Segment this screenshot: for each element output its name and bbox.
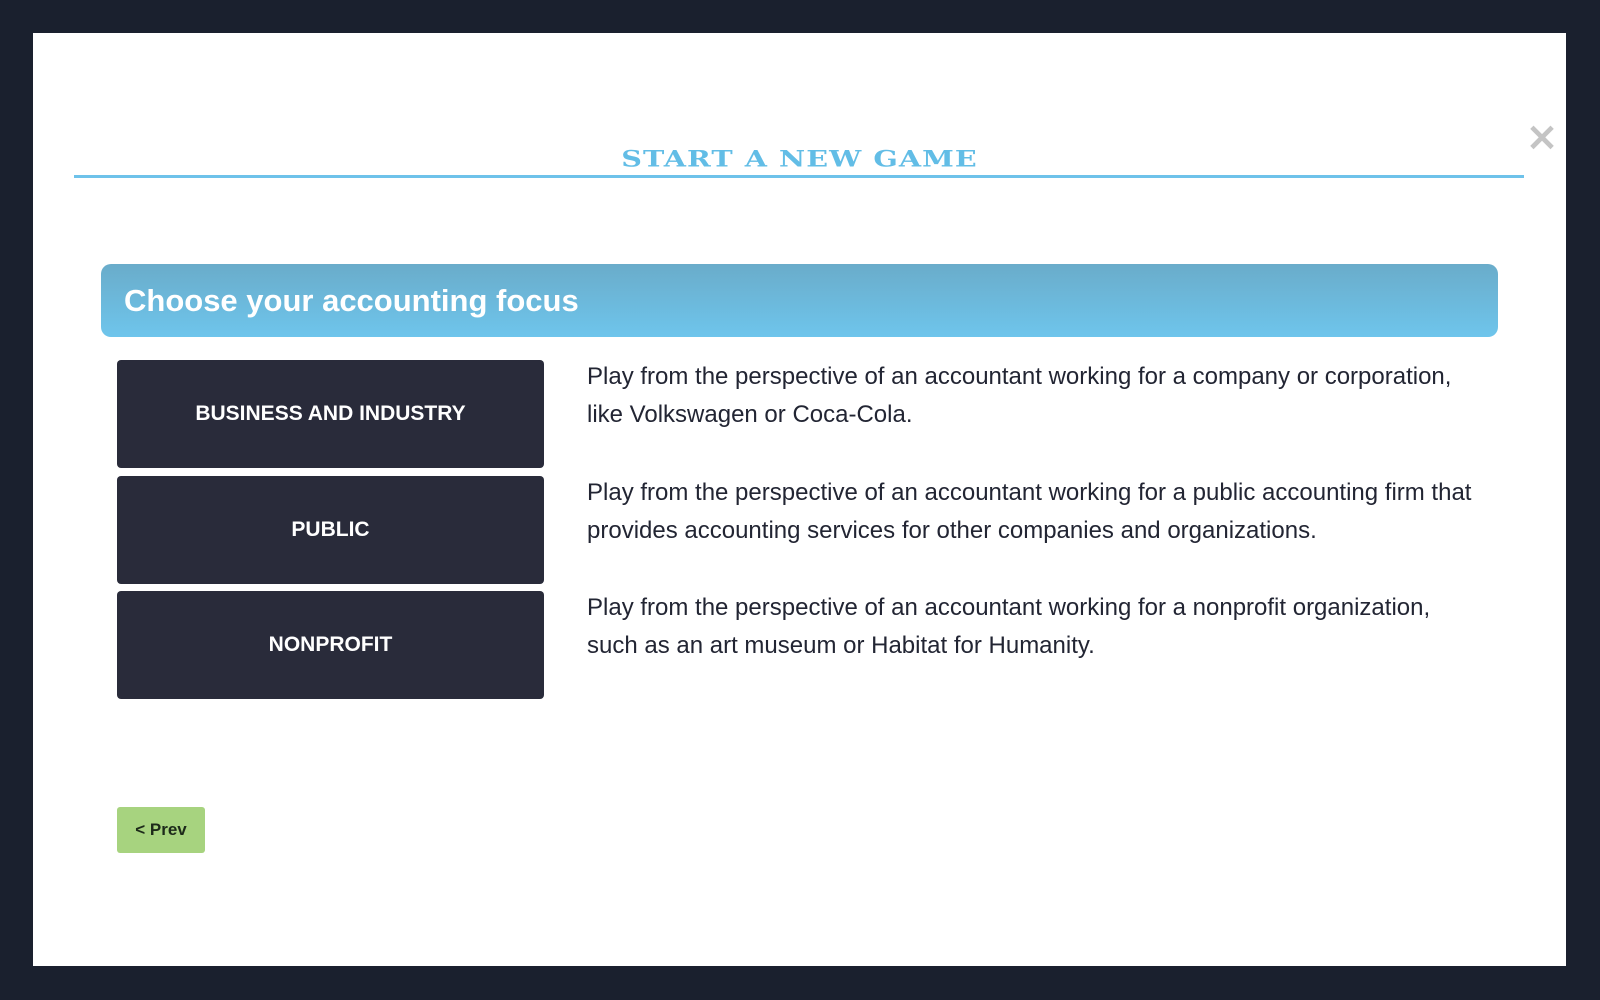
section-header (101, 264, 1498, 337)
close-icon[interactable]: × (1518, 113, 1566, 161)
business-and-industry-button[interactable]: BUSINESS AND INDUSTRY (117, 360, 544, 468)
new-game-modal (33, 33, 1566, 966)
nonprofit-button[interactable]: NONPROFIT (117, 591, 544, 699)
section-heading: Choose your accounting focus (124, 283, 579, 318)
option-row-nonprofit (117, 591, 1527, 699)
public-button[interactable]: PUBLIC (117, 476, 544, 584)
title-divider (74, 175, 1524, 178)
business-description: Play from the perspective of an accountant working for a company or corporation, like Volkswagen or Coca-Cola. (587, 363, 1452, 428)
prev-button[interactable]: < Prev (117, 807, 205, 853)
modal-title: START A NEW GAME (621, 146, 978, 173)
public-description: Play from the perspective of an accountant working for a public accounting firm that provides accounting services for other companies and organizations. (587, 479, 1472, 544)
option-row-business (117, 360, 1527, 468)
option-row-public (117, 476, 1527, 584)
nonprofit-description: Play from the perspective of an accountant working for a nonprofit organization, such as an art museum or Habitat for Humanity. (587, 594, 1431, 659)
